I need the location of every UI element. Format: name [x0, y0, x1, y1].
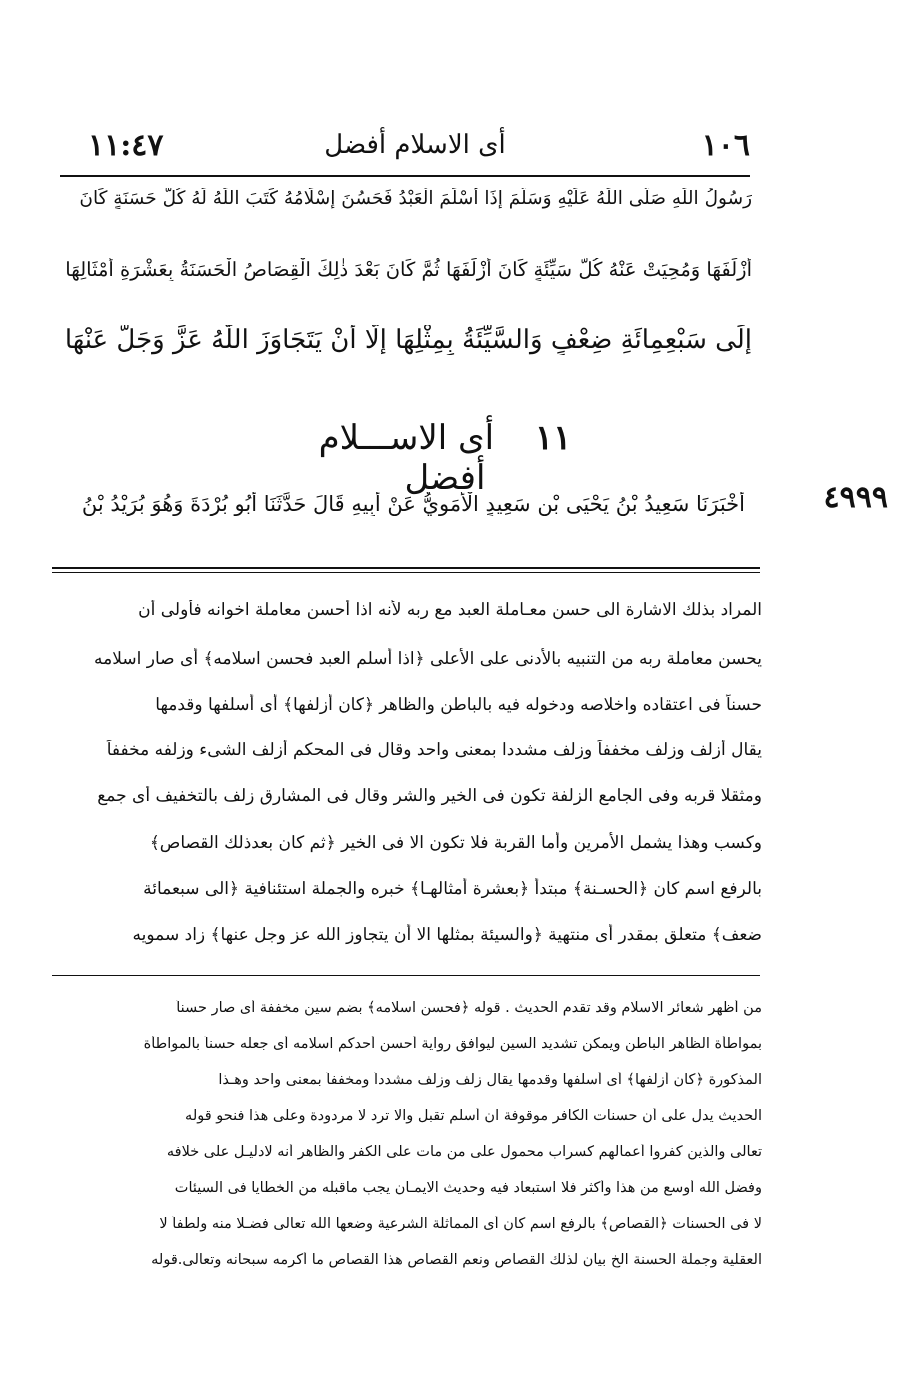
section-heading [280, 418, 610, 498]
commentary-line: ومثقلا قربه وفى الجامع الزلفة تكون فى الخير والشر وقال فى المشارق زلف بالتخفيف أى جمع [97, 786, 762, 806]
page-number: ١٠٦ [701, 128, 750, 163]
commentary-line: بالرفع اسم كان ﴿الحسـنة﴾ مبتدأ ﴿بعشرة أمثالهـا﴾ خبره والجملة استئنافية ﴿الى سبعمائة [143, 879, 762, 899]
footnote-line: الحديث يدل على أن حسنات الكافر موقوفة ان أسلم تقبل والا ترد لا مردودة وعلى هذا فنحو قوله [185, 1108, 762, 1124]
footnote-line: المذكورة ﴿كان أزلفها﴾ أى أسلفها وقدمها يقال زلف وزلف مشدداً ومخففاً بمعنى واحد وهـذا [218, 1072, 762, 1088]
hadith-line: أَزْلَفَهَا وَمُحِيَتْ عَنْهُ كُلُّ سَيِّئَةٍ كَانَ أَزْلَفَهَا ثُمَّ كَانَ بَعْدَ ذٰلِكَ الْقِصَاصُ الْحَسَنَةُ بِعَشْرَةِ أَمْثَالِهَا [65, 258, 752, 281]
running-title: أى الاسلام أفضل [324, 130, 506, 160]
section-divider [52, 567, 760, 569]
commentary-line: حسناً فى اعتقاده واخلاصه ودخوله فيه بالباطن والظاهر ﴿كان أزلفها﴾ أى أسلفها وقدمها [155, 695, 762, 715]
footnote-line: من أظهر شعائر الاسلام وقد تقدم الحديث . قوله ﴿فحسن اسلامه﴾ بضم سين مخففة أى صار حسناً [176, 1000, 762, 1016]
isnad-line: أَخْبَرَنَا سَعِيدُ بْنُ يَحْيَى بْنِ سَعِيدٍ الْأُمَوِيُّ عَنْ أَبِيهِ قَالَ حَدَّثَنَا أَبُو بُرْدَةَ وَهُوَ بُرَيْدُ بْنُ [81, 492, 745, 516]
hadith-range: ١١:٤٧ [88, 128, 164, 163]
commentary-line: يقال أزلف وزلف مخففاً وزلف مشددا بمعنى واحد وقال فى المحكم أزلف الشىء وزلفه مخففاً [106, 740, 762, 760]
commentary-line: ضعف﴾ متعلق بمقدر أى منتهية ﴿والسيئة بمثلها الا أن يتجاوز الله عز وجل عنها﴾ زاد سمويه [132, 925, 762, 945]
footnote-line: العقلية وجملة الحسنة الخ بيان لذلك القصاص ونعم القصاص هذا القصاص ما أكرمه سبحانه وتعالى.قوله [151, 1252, 762, 1268]
footnote-divider [52, 975, 760, 976]
hadith-line: إِلَى سَبْعِمِائَةِ ضِعْفٍ وَالسَّيِّئَةُ بِمِثْلِهَا إِلَّا أَنْ يَتَجَاوَزَ اللّٰهُ عَزَّ وَجَلَّ عَنْهَا [64, 325, 752, 355]
commentary-line: وكسب وهذا يشمل الأمرين وأما القربة فلا تكون الا فى الخير ﴿ثم كان بعدذلك القصاص﴾ [149, 833, 762, 853]
footnote-line: تعالى والذين كفروا أعمالهم كسراب محمول على من مات على الكفر والظاهر أنه لادليـل على خلافه [166, 1144, 762, 1160]
section-number: ١١ [534, 418, 572, 458]
footnote-line: لا فى الحسنات ﴿القصاص﴾ بالرفع اسم كان أى المماثلة الشرعية وضعها الله تعالى فضـلا منه ولطفاً لا [159, 1216, 762, 1232]
commentary-line: المراد بذلك الاشارة الى حسن معـاملة العبد مع ربه لأنه اذا أحسن معاملة اخوانه فأولى أن [138, 600, 762, 620]
section-title: أى الاســـلام أفضل [318, 418, 495, 498]
footnote-line: بمواطأة الظاهر الباطن ويمكن تشديد السين ليوافق رواية أحسن أحدكم اسلامه أى جعله حسناً بالمواطأة [143, 1036, 762, 1052]
hadith-number: ٤٩٩٩ [823, 480, 888, 515]
footnote-line: وفضل الله أوسع من هذا وأكثر فلا استبعاد فيه وحديث الايمـان يجب ماقبله من الخطايا فى السيئات [174, 1180, 762, 1196]
section-divider [52, 572, 760, 573]
commentary-line: يحسن معاملة ربه من التنبيه بالأدنى على الأعلى ﴿اذا أسلم العبد فحسن اسلامه﴾ أى صار اسلامه [94, 649, 762, 669]
page-header [80, 128, 750, 168]
hadith-line: رَسُولُ اللّٰهِ صَلَّى اللّٰهُ عَلَيْهِ وَسَلَّمَ إِذَا أَسْلَمَ الْعَبْدُ فَحَسُنَ إِسْلَامُهُ كَتَبَ اللّٰهُ لَهُ كُلَّ حَسَنَةٍ كَانَ [79, 188, 752, 209]
header-rule [60, 175, 750, 177]
